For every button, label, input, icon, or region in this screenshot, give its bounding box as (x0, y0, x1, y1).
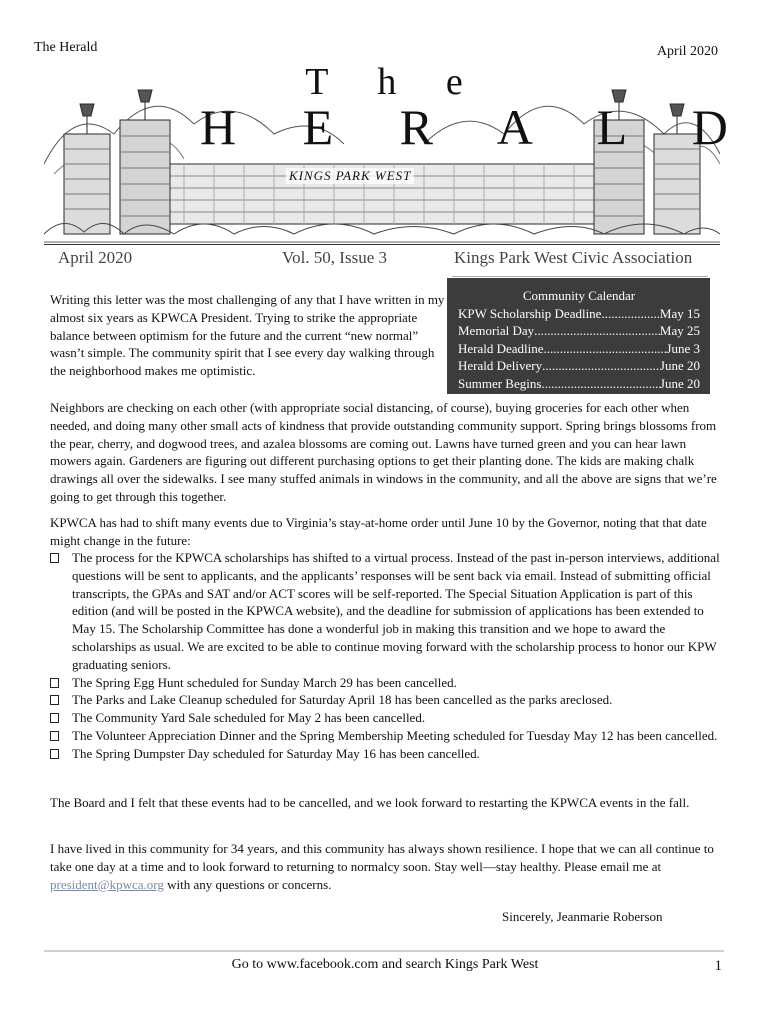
checkbox-icon (50, 678, 59, 688)
running-header-date: April 2020 (656, 44, 718, 59)
calendar-item-date: May 15 (659, 305, 700, 321)
calendar-item-label: Herald Deadline (458, 340, 544, 356)
intro-paragraph: Writing this letter was the most challenging of any that I have written in my almost six years as KPWCA President. Trying to strike the appropriate balance between optimism for the future and the current “new normal” wasn’t simple. The community spirit that I see every day walking through the neighborhood makes me optimistic. (50, 292, 445, 379)
email-link[interactable]: president@kpwca.org (50, 876, 164, 892)
calendar-item (458, 375, 700, 393)
calendar-item-date: June 3 (666, 340, 700, 356)
list-item: The process for the KPWCA scholarships has shifted to a virtual process. Instead of the past in-person interviews, additional questions will be sent to applicants, and the applicants’ responses will be sent back via email. Instead of submitting official transcripts, the GPAs and SAT and/or ACT scores will be self-reported. The Special Situation Application is part of this edition (and will be posted in the KPWCA website), and the deadline for submission of applications has been extended to May 15. The Scholarship Committee has done a wonderful job in making this transition and we hope to award the scholarships as usual. We are excited to be able to continue moving forward with the scholarship process to honor our KPW graduating seniors. (50, 549, 722, 674)
masthead-title: H E R A L D (200, 99, 755, 155)
masthead-the: T h e (305, 61, 483, 103)
masthead-subtitle: KINGS PARK WEST (286, 168, 414, 184)
events-intro-paragraph: KPWCA has had to shift many events due to Virginia’s stay-at-home order until June 10 by the Governor, noting that that date might change in the future: (50, 515, 707, 548)
footer-text: Go to www.facebook.com and search Kings Park West (231, 957, 539, 972)
calendar-item-label: Memorial Day (458, 323, 535, 338)
calendar-item-date: June 20 (659, 358, 700, 373)
checkbox-icon (50, 731, 59, 741)
calendar-top-rule (452, 276, 708, 277)
calendar-item-label: Herald Delivery (458, 358, 543, 373)
checkbox-icon (50, 695, 59, 705)
calendar-title: Community Calendar (522, 288, 636, 303)
board-paragraph: The Board and I felt that these events had to be cancelled, and we look forward to restarting the KPWCA events in the fall. (50, 795, 690, 810)
calendar-item (458, 305, 700, 323)
list-item: The Community Yard Sale scheduled for May 2 has been cancelled. (50, 709, 722, 727)
running-header-title: The Herald (34, 40, 98, 55)
calendar-item (458, 322, 700, 340)
issue-volume: Vol. 50, Issue 3 (282, 248, 387, 267)
calendar-item (458, 340, 700, 358)
issue-date: April 2020 (58, 248, 133, 267)
checkbox-icon (50, 713, 59, 723)
checkbox-icon (50, 749, 59, 759)
page-number: 1 (714, 958, 722, 974)
closing-paragraph: I have lived in this community for 34 years, and this community has always shown resilience. I hope that we can all continue to take one day at a time and to look forward to returning to normalcy soon. Stay well—stay healthy. Please email me at president@kpwca.org with any questions or concerns. (50, 841, 714, 892)
calendar-item-date: June 20 (659, 375, 700, 391)
calendar-item-date: May 25 (659, 323, 700, 338)
list-item: The Spring Dumpster Day scheduled for Saturday May 16 has been cancelled. (50, 745, 722, 763)
community-calendar (447, 278, 710, 394)
issue-organization: Kings Park West Civic Association (454, 248, 693, 267)
signoff: Sincerely, Jeanmarie Roberson (502, 909, 663, 924)
list-item: The Volunteer Appreciation Dinner and the Spring Membership Meeting scheduled for Tuesday May 12 has been cancelled. (50, 727, 722, 745)
issue-divider (44, 244, 720, 245)
community-paragraph: Neighbors are checking on each other (with appropriate social distancing, of course), buying groceries for each other when needed, and doing many other small acts of kindness that provide outstanding community support. Spring brings blossoms from the pear, cherry, and dogwood trees, and azalea blossoms are coming out. Lawns have turned green and you can hear lawn mowers again. Gardeners are figuring out different purchasing options to get their planting done. The kids are making chalk drawings all over the sidewalks. I see many stuffed animals in windows in the community, and all the above are signs that we’re going to get through this together. (50, 400, 717, 504)
list-item: The Spring Egg Hunt scheduled for Sunday March 29 has been cancelled. (50, 674, 722, 692)
events-list (50, 549, 722, 763)
calendar-item (458, 357, 700, 375)
list-item: The Parks and Lake Cleanup scheduled for Saturday April 18 has been cancelled as the parks areclosed. (50, 691, 722, 709)
calendar-item-label: KPW Scholarship Deadline (458, 305, 602, 321)
footer-divider (44, 950, 724, 952)
calendar-item-label: Summer Begins (458, 375, 542, 391)
checkbox-icon (50, 553, 59, 563)
